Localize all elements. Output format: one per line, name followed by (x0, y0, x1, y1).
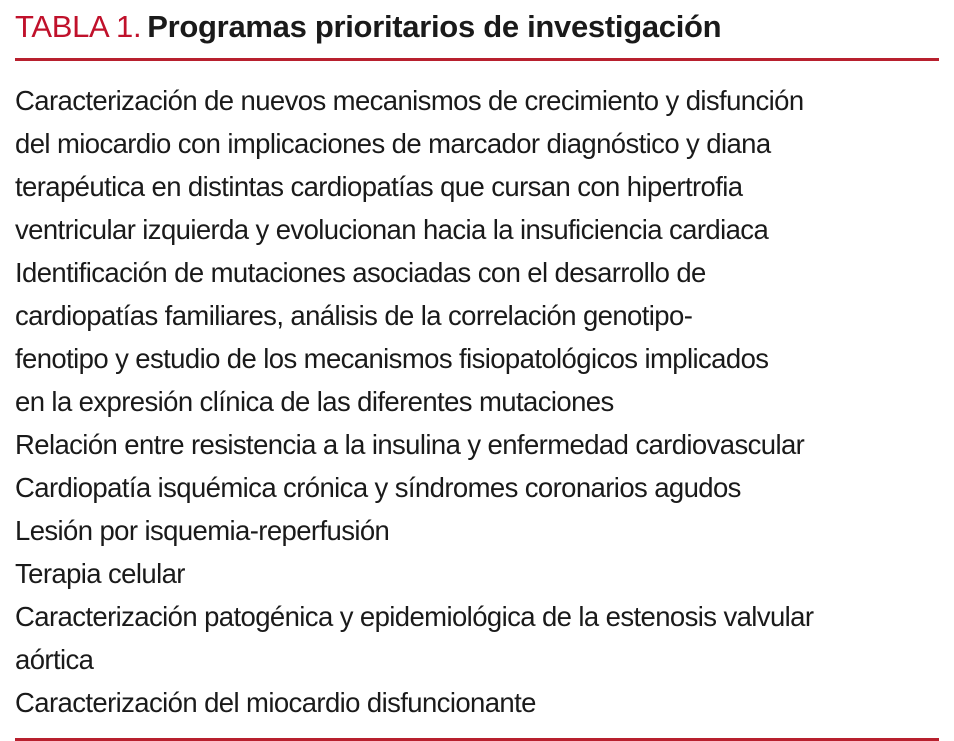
list-item-line: en la expresión clínica de las diferentes mutaciones (15, 386, 614, 417)
list-item-line: terapéutica en distintas cardiopatías que cursan con hipertrofia (15, 171, 743, 202)
list-item (15, 423, 939, 466)
list-item-line: Terapia celular (15, 558, 185, 589)
list-item-line: ventricular izquierda y evolucionan hacia la insuficiencia cardiaca (15, 214, 769, 245)
list-item (15, 681, 939, 724)
list-item (15, 466, 939, 509)
list-item (15, 595, 939, 681)
list-item-line: Cardiopatía isquémica crónica y síndromes coronarios agudos (15, 472, 741, 503)
program-list (15, 61, 939, 724)
list-item-line: fenotipo y estudio de los mecanismos fisiopatológicos implicados (15, 343, 769, 374)
list-item (15, 79, 939, 251)
list-item-line: del miocardio con implicaciones de marcador diagnóstico y diana (15, 128, 771, 159)
list-item-line: cardiopatías familiares, análisis de la correlación genotipo- (15, 300, 693, 331)
table-caption (15, 0, 939, 54)
list-item-line: Identificación de mutaciones asociadas con el desarrollo de (15, 257, 706, 288)
list-item (15, 251, 939, 423)
list-item-line: Caracterización del miocardio disfuncionante (15, 687, 536, 718)
list-item-line: Caracterización de nuevos mecanismos de crecimiento y disfunción (15, 85, 804, 116)
table-label: TABLA 1. (15, 9, 142, 44)
list-item-line: Lesión por isquemia-reperfusión (15, 515, 390, 546)
list-item-line: Relación entre resistencia a la insulina y enfermedad cardiovascular (15, 429, 805, 460)
list-item-line: aórtica (15, 644, 94, 675)
list-item-line: Caracterización patogénica y epidemiológica de la estenosis valvular (15, 601, 814, 632)
list-item (15, 509, 939, 552)
list-item (15, 552, 939, 595)
table-container (15, 0, 939, 741)
table-title: Programas prioritarios de investigación (147, 9, 722, 44)
